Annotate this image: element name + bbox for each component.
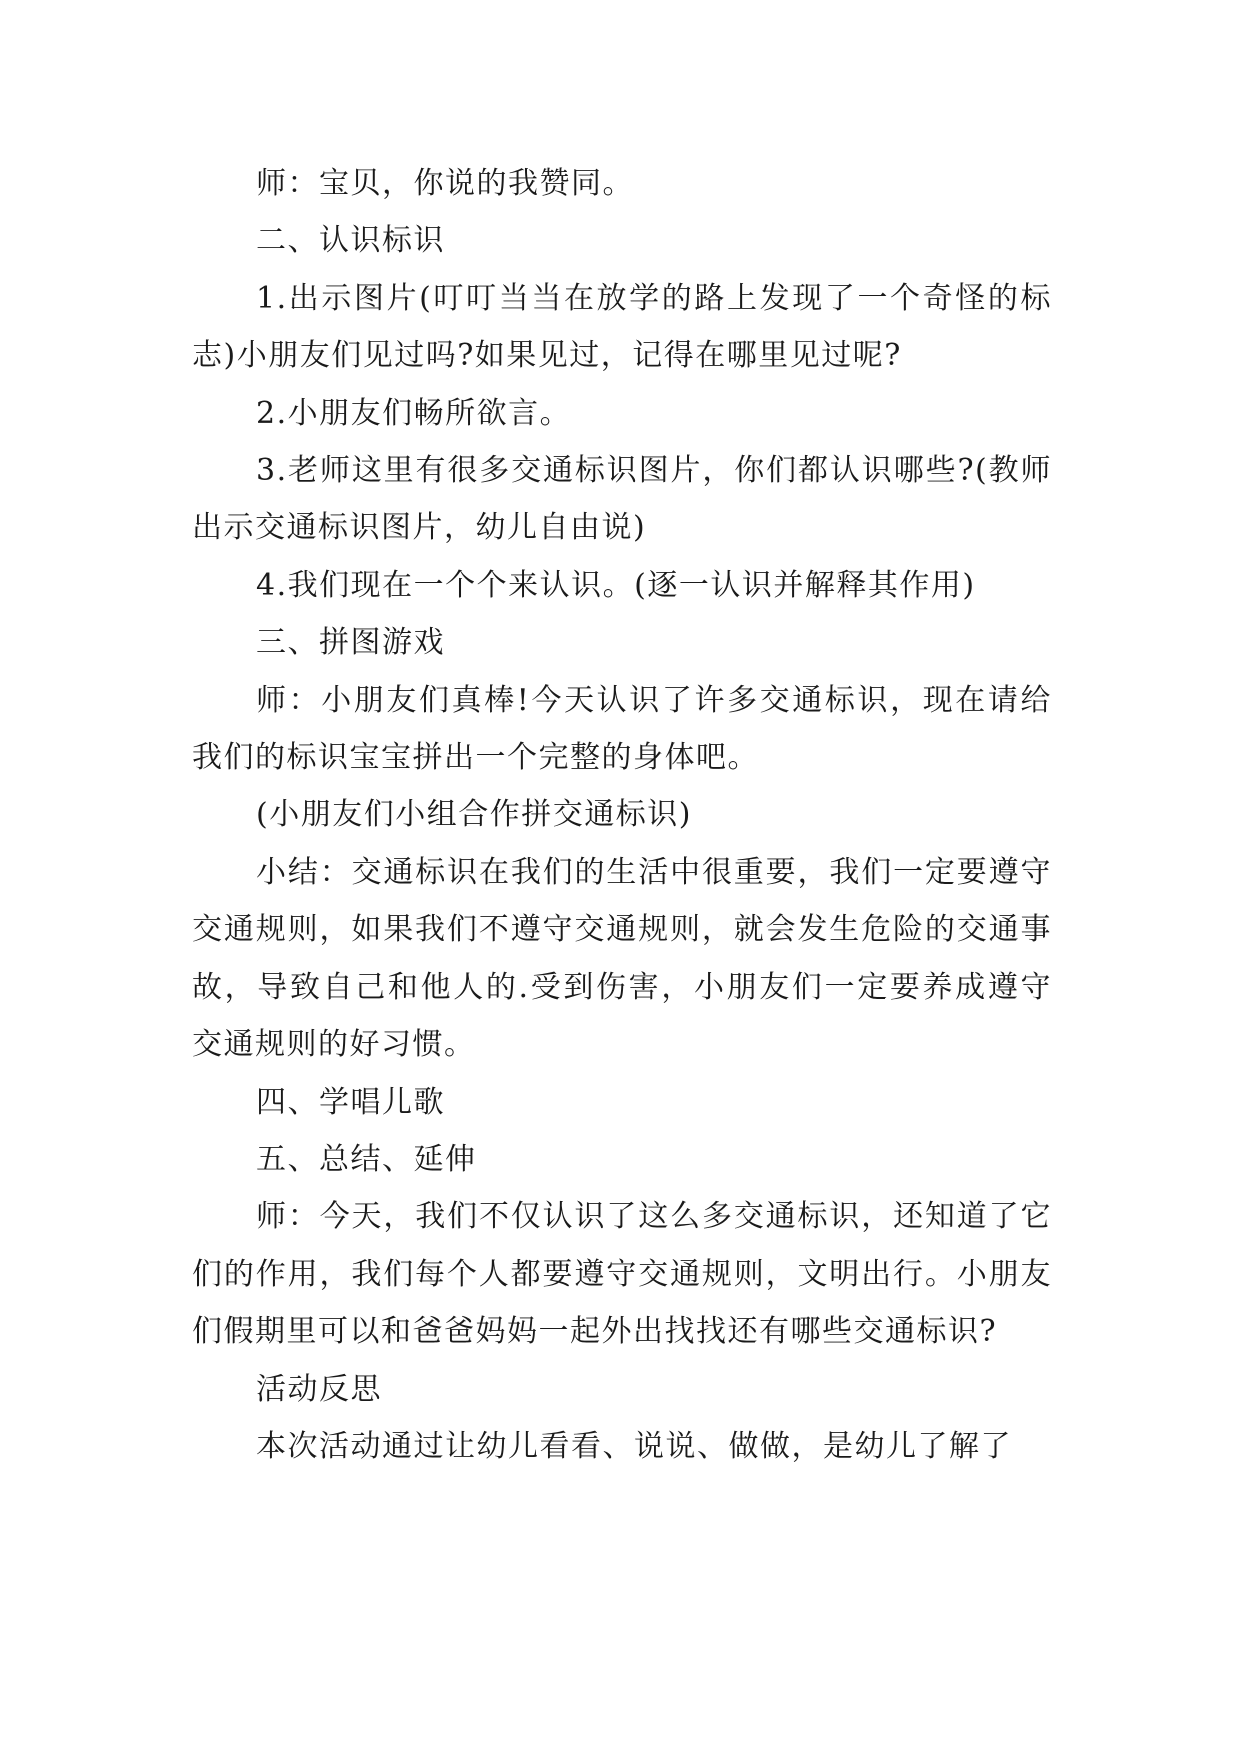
paragraph-reflection: 本次活动通过让幼儿看看、说说、做做，是幼儿了解了 bbox=[256, 1428, 1012, 1464]
document-body bbox=[192, 155, 1052, 1475]
section-heading-learn-song: 四、学唱儿歌 bbox=[256, 1084, 445, 1120]
section-heading-recognize-signs: 二、认识标识 bbox=[256, 223, 445, 259]
paragraph-teacher-puzzle: 师：小朋友们真棒!今天认识了许多交通标识，现在请给我们的标识宝宝拼出一个完整的身体吧。 bbox=[192, 682, 1052, 776]
section-heading-conclusion: 五、总结、延伸 bbox=[256, 1141, 477, 1177]
paragraph-step-1: 1.出示图片(叮叮当当在放学的路上发现了一个奇怪的标志)小朋友们见过吗?如果见过，记得在哪里见过呢? bbox=[192, 280, 1052, 374]
section-heading-reflection: 活动反思 bbox=[256, 1371, 382, 1407]
paragraph-teacher-agree: 师：宝贝，你说的我赞同。 bbox=[256, 166, 634, 201]
paragraph-teacher-conclusion: 师：今天，我们不仅认识了这么多交通标识，还知道了它们的作用，我们每个人都要遵守交通规则，文明出行。小朋友们假期里可以和爸爸妈妈一起外出找找还有哪些交通标识? bbox=[192, 1199, 1052, 1350]
paragraph-summary: 小结：交通标识在我们的生活中很重要，我们一定要遵守交通规则，如果我们不遵守交通规则，就会发生危险的交通事故，导致自己和他人的.受到伤害，小朋友们一定要养成遵守交通规则的好习惯。 bbox=[192, 854, 1052, 1063]
paragraph-step-2: 2.小朋友们畅所欲言。 bbox=[256, 395, 572, 431]
paragraph-group-activity: (小朋友们小组合作拼交通标识) bbox=[256, 797, 692, 833]
paragraph-step-4: 4.我们现在一个个来认识。(逐一认识并解释其作用) bbox=[256, 567, 976, 603]
section-heading-puzzle-game: 三、拼图游戏 bbox=[256, 625, 445, 661]
paragraph-step-3: 3.老师这里有很多交通标识图片，你们都认识哪些?(教师出示交通标识图片，幼儿自由说) bbox=[192, 453, 1052, 546]
